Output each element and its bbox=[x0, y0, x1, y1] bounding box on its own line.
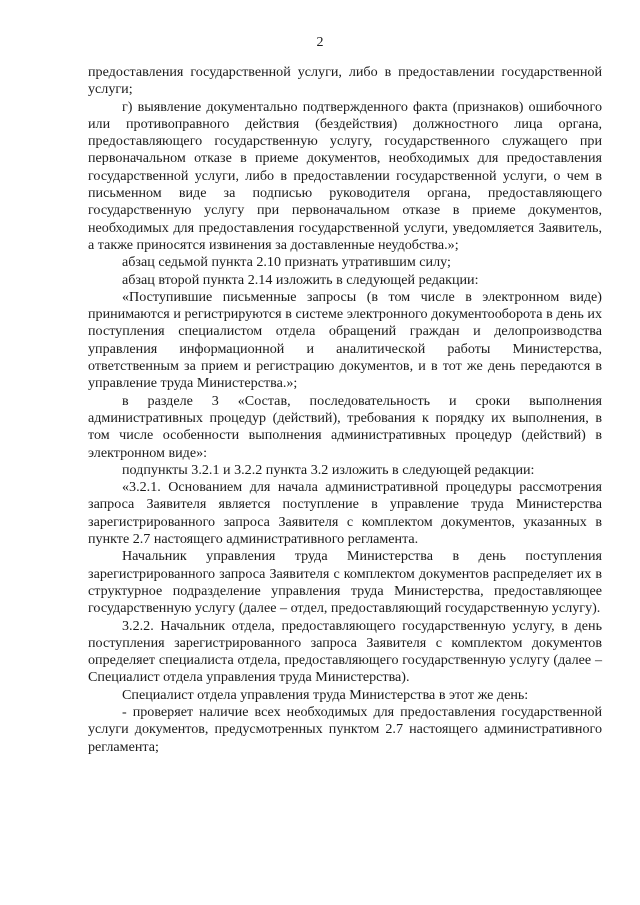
paragraph-2-14-new-text: «Поступившие письменные запросы (в том числе в электронном виде) принимаются и регистрируются в системе электронного документооборота в день их поступления специалистом отдела обращений граждан и делопроизводства управления информационной и аналитической работы Министерства, ответственным за прием и регистрацию документов, и в тот же день передаются в управление труда Министерства.»; bbox=[88, 288, 602, 392]
paragraph-head-of-department: Начальник управления труда Министерства в день поступления зарегистрированного запроса Заявителя с комплектом документов распределяет их в структурное подразделение управления труда Министерства, предоставляющее государственную услугу (далее – отдел, предоставляющий государственную услугу). bbox=[88, 548, 602, 617]
paragraph-2-10-amendment: абзац седьмой пункта 2.10 признать утратившим силу; bbox=[122, 254, 451, 271]
paragraph-2-14-amendment: абзац второй пункта 2.14 изложить в следующей редакции: bbox=[122, 271, 479, 288]
paragraph-section-3: в разделе 3 «Состав, последовательность и сроки выполнения административных процедур (действий), требования к порядку их выполнения, в том числе особенности выполнения административных процедур (действий) в электронном виде»: bbox=[88, 392, 602, 461]
paragraph-checks-documents: - проверяет наличие всех необходимых для предоставления государственной услуги документов, предусмотренных пунктом 2.7 настоящего административного регламента; bbox=[88, 703, 602, 755]
document-body bbox=[88, 64, 602, 756]
paragraph-specialist: Специалист отдела управления труда Министерства в этот же день: bbox=[122, 686, 529, 703]
paragraph-item-g: г) выявление документально подтвержденного факта (признаков) ошибочного или противоправного действия (бездействия) должностного лица органа, предоставляющего государственную услугу, государственного служащего при первоначальном отказе в приеме документов, необходимых для предоставления государственной услуги, либо в предоставлении государственной услуги, о чем в письменном виде за подписью руководителя органа, предоставляющего государственную услугу при первоначальном отказе в приеме документов, необходимых для предоставления государственной услуги, уведомляется Заявитель, а также приносятся извинения за доставленные неудобства.»; bbox=[88, 98, 602, 253]
paragraph-continuation: предоставления государственной услуги, либо в предоставлении государственной услуги; bbox=[88, 64, 602, 98]
page-number: 2 bbox=[316, 35, 324, 50]
paragraph-3-2-2: 3.2.2. Начальник отдела, предоставляющего государственную услугу, в день поступления зарегистрированного запроса Заявителя с комплектом документов определяет специалиста отдела, предоставляющего государственную услугу (далее – Специалист отдела управления труда Министерства). bbox=[88, 617, 602, 686]
paragraph-3-2-1: «3.2.1. Основанием для начала административной процедуры рассмотрения запроса Заявителя является поступление в управление труда Министерства зарегистрированного запроса Заявителя с комплектом документов, указанных в пункте 2.7 настоящего административного регламента. bbox=[88, 479, 602, 548]
paragraph-3-2-amendment: подпункты 3.2.1 и 3.2.2 пункта 3.2 изложить в следующей редакции: bbox=[122, 461, 535, 478]
